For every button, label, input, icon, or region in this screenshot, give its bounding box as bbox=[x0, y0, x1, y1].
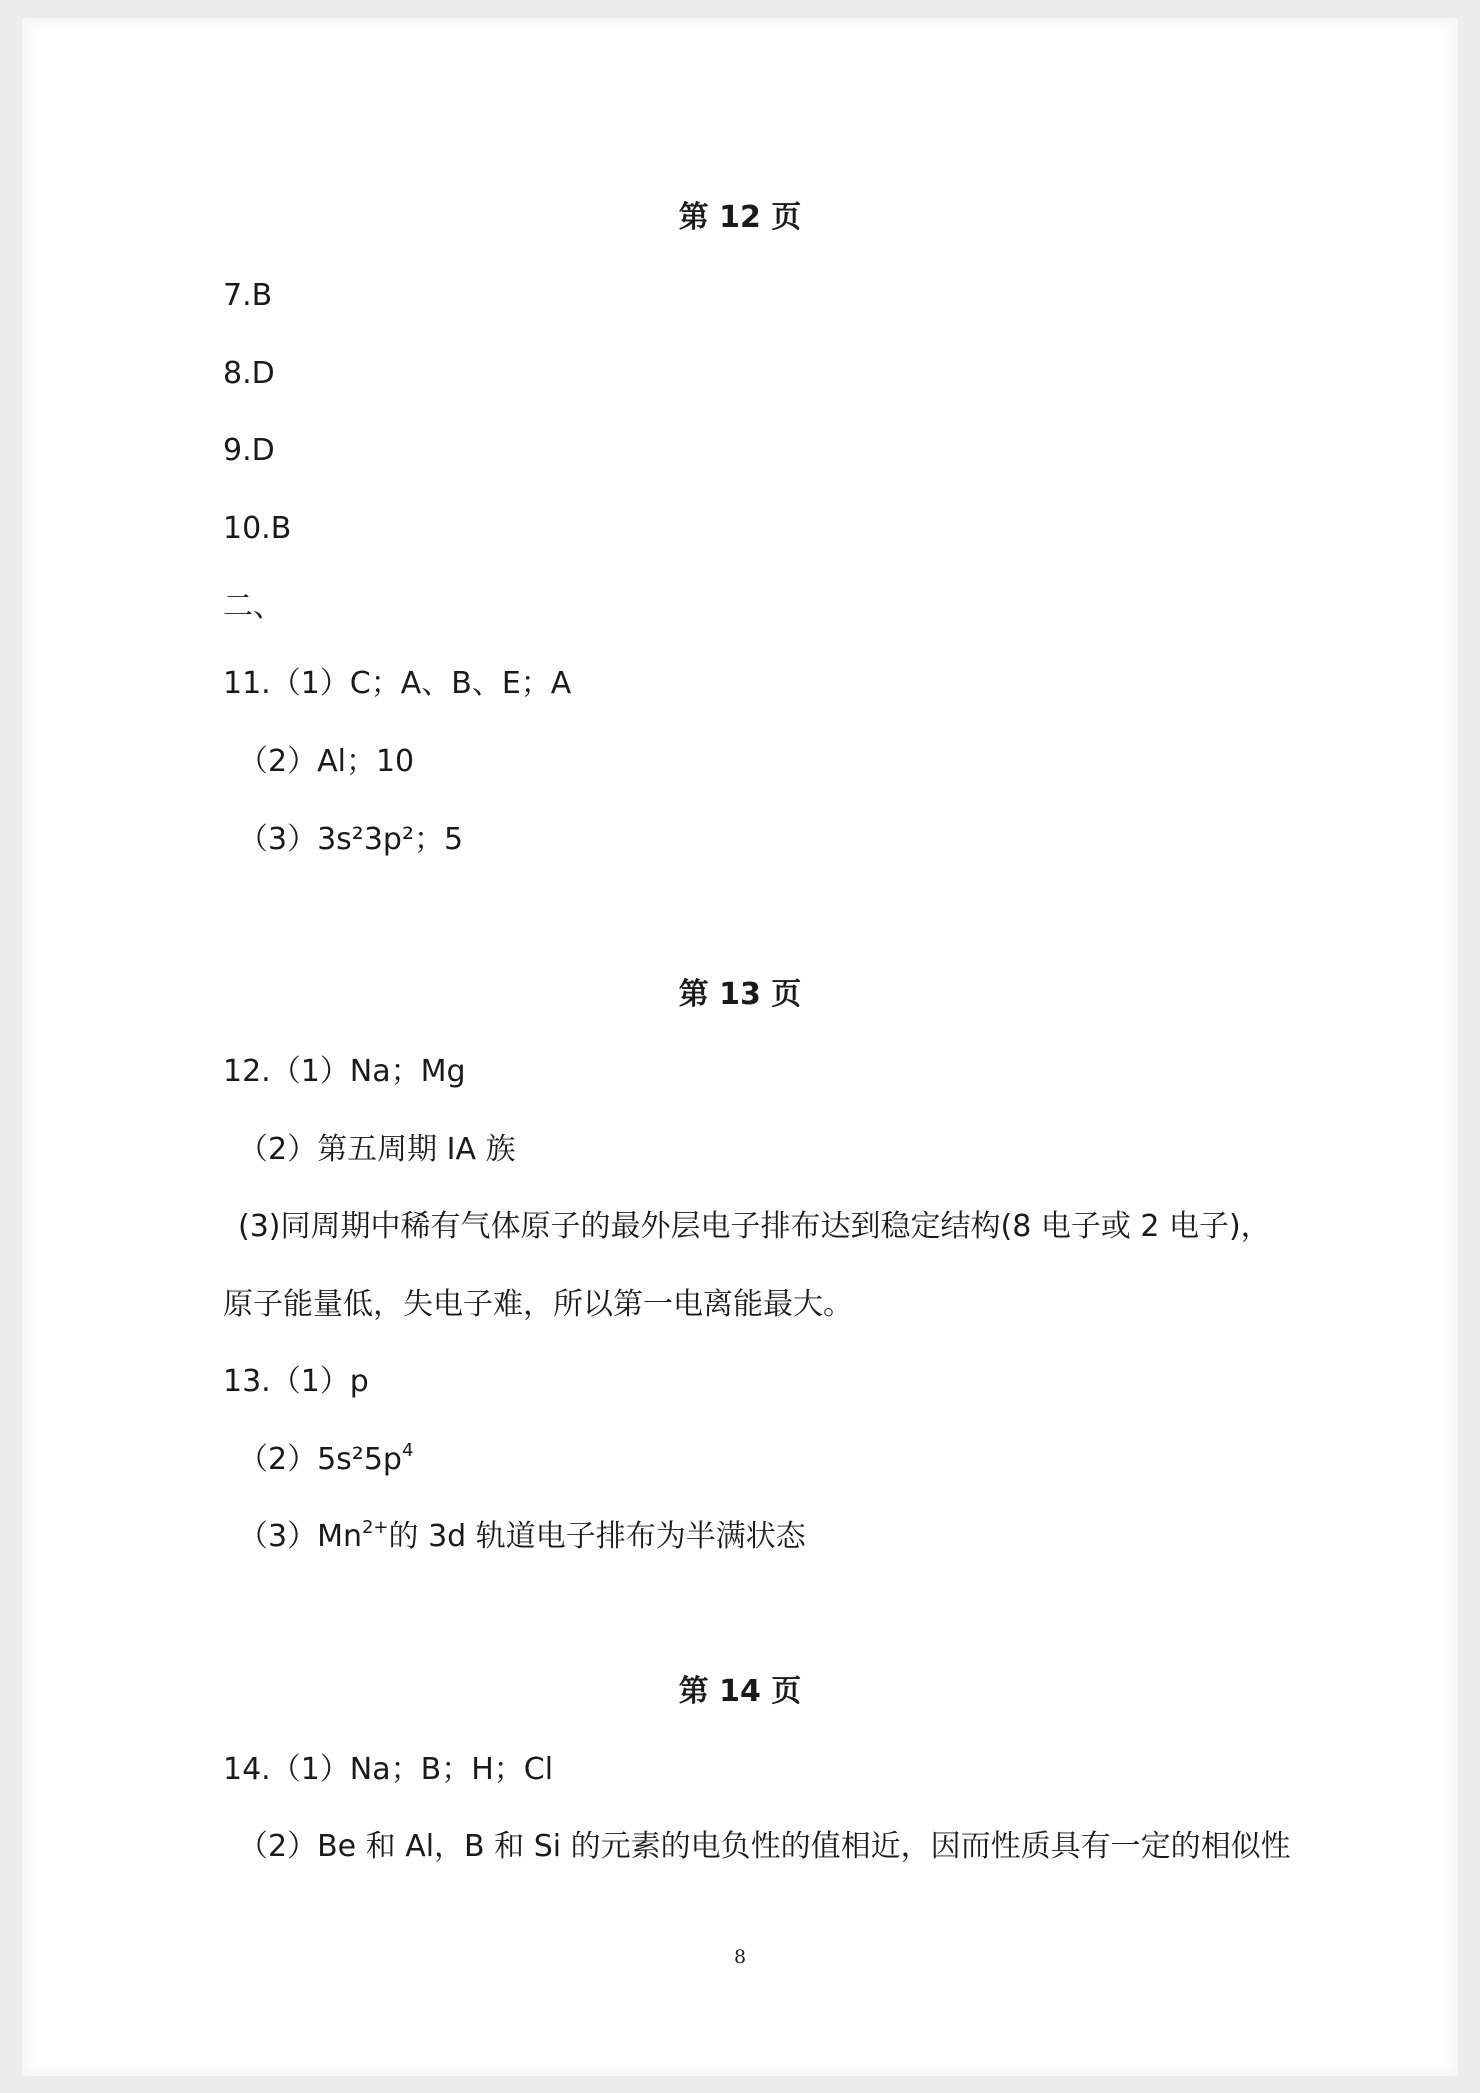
answer-11-2: （2）Al；10 bbox=[238, 744, 415, 779]
section-heading-13: 第 13 页 bbox=[678, 977, 802, 1012]
answer-12-2: （2）第五周期 IA 族 bbox=[238, 1132, 516, 1167]
answer-12-3-cont: 原子能量低，失电子难，所以第一电离能最大。 bbox=[223, 1287, 853, 1322]
section-heading-12: 第 12 页 bbox=[678, 200, 802, 235]
answer-13-2-text: （2）5s²5p bbox=[238, 1442, 402, 1477]
answer-13-1: 13.（1）p bbox=[223, 1364, 369, 1399]
answer-14-2: （2）Be 和 Al，B 和 Si 的元素的电负性的值相近，因而性质具有一定的相似性 bbox=[238, 1829, 1291, 1864]
answer-12-3: (3)同周期中稀有气体原子的最外层电子排布达到稳定结构(8 电子或 2 电子)， bbox=[238, 1209, 1271, 1244]
answer-13-3 bbox=[238, 1517, 806, 1557]
answer-13-3-text: 的 3d 轨道电子排布为半满状态 bbox=[388, 1519, 806, 1554]
answer-9: 9.D bbox=[223, 433, 275, 468]
answer-13-2 bbox=[238, 1440, 413, 1480]
answer-11-1: 11.（1）C；A、B、E；A bbox=[223, 666, 572, 701]
answer-12-1: 12.（1）Na；Mg bbox=[223, 1054, 466, 1089]
answer-10: 10.B bbox=[223, 511, 292, 546]
superscript-2plus: 2+ bbox=[361, 1517, 389, 1538]
part-two-label: 二、 bbox=[223, 589, 283, 624]
answer-13-3-prefix: （3）Mn bbox=[238, 1519, 362, 1554]
answer-11-3: （3）3s²3p²；5 bbox=[238, 822, 464, 857]
page-number: 8 bbox=[733, 1946, 747, 1968]
section-heading-14: 第 14 页 bbox=[678, 1674, 802, 1709]
answer-8: 8.D bbox=[223, 356, 275, 391]
answer-7: 7.B bbox=[223, 278, 273, 313]
answer-14-1: 14.（1）Na；B；H；Cl bbox=[223, 1752, 554, 1787]
superscript-4: 4 bbox=[401, 1440, 414, 1461]
